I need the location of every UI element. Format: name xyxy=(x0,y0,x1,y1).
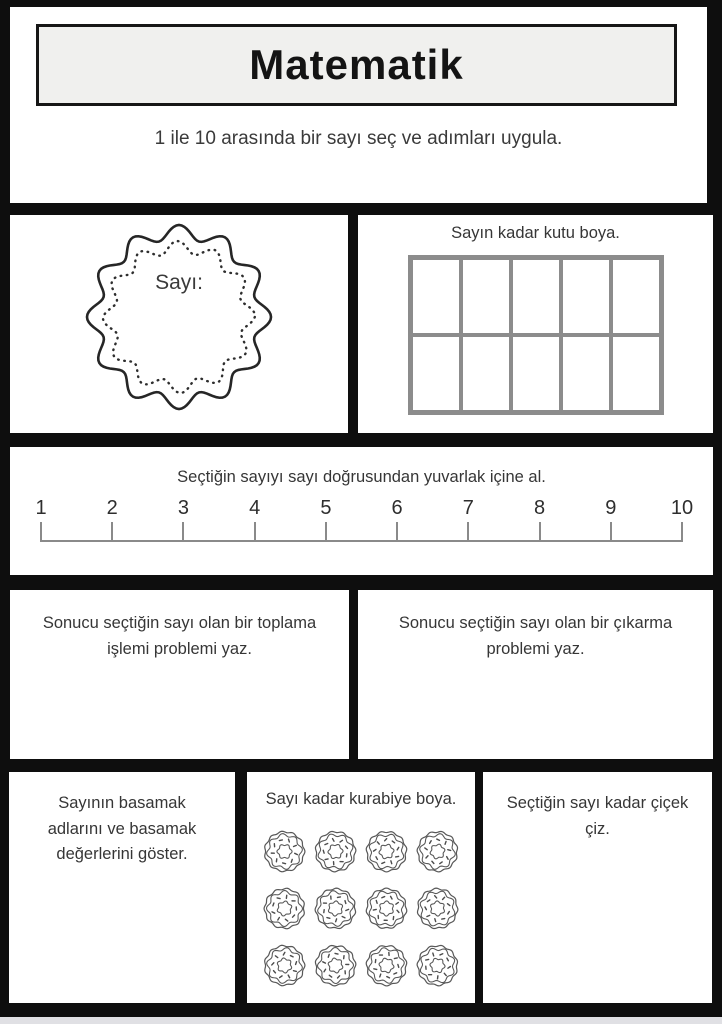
coloring-box-grid xyxy=(408,255,664,415)
number-line-label: 2 xyxy=(106,496,118,519)
number-line-label: 4 xyxy=(249,496,261,519)
addition-problem-panel xyxy=(10,590,349,759)
cookie-donut-icon xyxy=(364,829,409,874)
number-line-panel xyxy=(10,447,713,575)
cookie-donut-icon xyxy=(364,943,409,988)
cookie-donut-icon xyxy=(313,943,358,988)
number-line-labels xyxy=(10,497,713,520)
number-line-label: 7 xyxy=(462,496,474,519)
number-line-tick xyxy=(454,522,482,540)
cookie-donut-icon xyxy=(415,886,460,931)
number-line-tick xyxy=(169,522,197,540)
number-line-label: 5 xyxy=(320,496,332,519)
number-line-label: 6 xyxy=(391,496,403,519)
worksheet-title-box xyxy=(36,24,677,106)
number-line-ticks xyxy=(10,522,713,540)
cookie-donut-icon xyxy=(262,829,307,874)
number-line-label: 3 xyxy=(177,496,189,519)
number-line-tick xyxy=(241,522,269,540)
coloring-box-cell xyxy=(511,258,561,335)
coloring-box-cell xyxy=(411,258,461,335)
box-grid-panel xyxy=(358,215,713,433)
page-title: Matematik xyxy=(249,41,464,88)
number-badge-panel xyxy=(10,215,348,433)
cookie-donut-icon xyxy=(415,829,460,874)
cookie-title: Sayı kadar kurabiye boya. xyxy=(265,790,457,808)
subtraction-problem-panel xyxy=(358,590,713,759)
cookie-grid xyxy=(247,829,475,988)
number-line-title: Seçtiğin sayıyı sayı doğrusundan yuvarlak içine al. xyxy=(177,468,546,486)
flower-panel xyxy=(483,772,712,1003)
cookie-donut-icon xyxy=(364,886,409,931)
subtraction-problem-title: Sonucu seçtiğin sayı olan bir çıkarma problemi yaz. xyxy=(398,614,673,658)
coloring-box-cell xyxy=(511,335,561,412)
cookie-donut-icon xyxy=(313,829,358,874)
number-line-label: 10 xyxy=(670,496,694,519)
number-line-tick xyxy=(383,522,411,540)
number-badge xyxy=(79,217,279,417)
number-line-tick xyxy=(526,522,554,540)
number-line-label: 8 xyxy=(533,496,546,519)
page-bottom-edge xyxy=(0,1017,722,1024)
coloring-box-cell xyxy=(561,335,611,412)
addition-problem-title: Sonucu seçtiğin sayı olan bir toplama işlemi problemi yaz. xyxy=(42,614,317,658)
coloring-box-cell xyxy=(461,258,511,335)
coloring-box-cell xyxy=(611,335,661,412)
cookie-donut-icon xyxy=(313,886,358,931)
number-line-tick xyxy=(98,522,126,540)
number-line-tick xyxy=(312,522,340,540)
number-line-label: 9 xyxy=(605,496,617,519)
scalloped-badge-icon xyxy=(79,217,279,417)
number-line-tick xyxy=(597,522,625,540)
box-grid-title: Sayın kadar kutu boya. xyxy=(451,224,620,242)
coloring-box-cell xyxy=(411,335,461,412)
coloring-box-cell xyxy=(611,258,661,335)
place-value-panel xyxy=(9,772,235,1003)
number-line-tick xyxy=(668,522,696,540)
cookie-donut-icon xyxy=(262,943,307,988)
flower-title: Seçtiğin sayı kadar çiçek çiz. xyxy=(506,794,689,838)
coloring-box-cell xyxy=(461,335,511,412)
worksheet-instructions: 1 ile 10 arasında bir sayı seç ve adımları uygula. xyxy=(154,128,563,149)
number-badge-label: Sayı: xyxy=(155,271,203,295)
number-line-label: 1 xyxy=(35,496,47,519)
number-line-tick xyxy=(27,522,55,540)
number-line-axis xyxy=(40,540,683,542)
coloring-box-cell xyxy=(561,258,611,335)
cookie-panel xyxy=(247,772,475,1003)
header-panel xyxy=(10,7,707,203)
cookie-donut-icon xyxy=(415,943,460,988)
cookie-donut-icon xyxy=(262,886,307,931)
place-value-title: Sayının basamak adlarını ve basamak değerlerini göster. xyxy=(47,794,197,864)
